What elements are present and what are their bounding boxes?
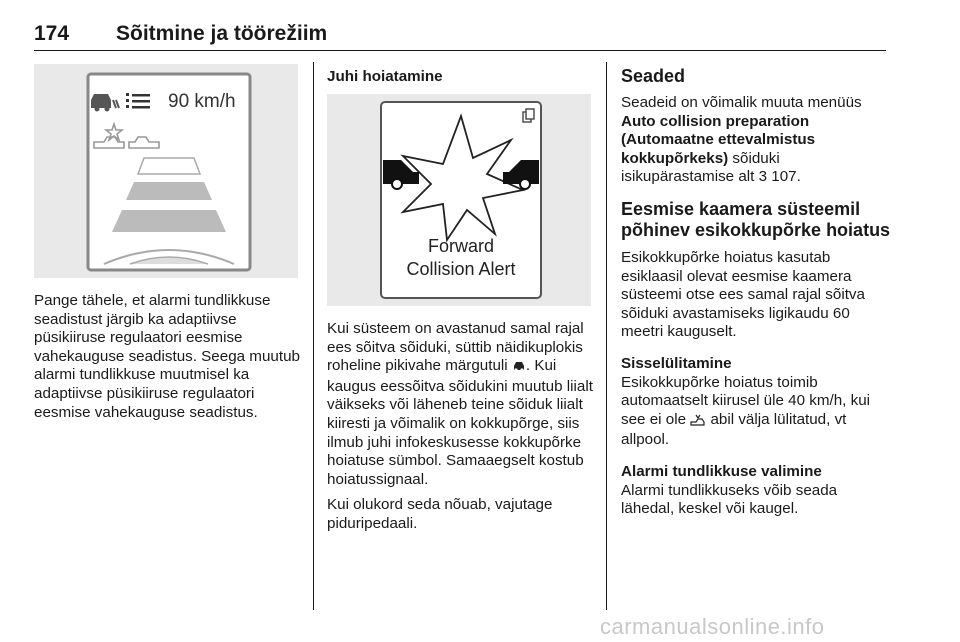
col1-paragraph: Pange tähele, et alarmi tundlikkuse seadistust järgib ka adaptiivse püsikiiruse regulaatori eesmise vahekauguse seadistus. Seega muutub alarmi tundlikkuse muutmisel ka adaptiivse püsikiiruse regulaatori eesmise vahekauguse seadistus. [34,292,300,421]
activation-subheading: Sisselülitamine [621,354,732,372]
column-3-text [621,66,891,519]
activation-paragraph [621,374,891,450]
col2-paragraph-2: Kui olukord seda nõuab, vajutage piduripedaali. [327,496,553,532]
settings-page-ref[interactable]: 107. [767,168,801,186]
column-2-heading-wrap [327,68,597,87]
settings-text-1: Seadeid on võimalik muuta menüüs [621,94,862,111]
collision-off-icon [690,413,706,432]
column-2-text [327,320,599,534]
settings-paragraph [621,94,891,187]
col2-p1-text: Kui süsteem on avastanud samal rajal ees sõitva sõiduki, süttib näidikuplokis roheline pikivahe märgutuli [327,320,584,375]
camera-system-paragraph: Esikokkupõrke hoiatus kasutab esiklaasil olevat eesmise kaamera süsteemi otse ees samal rajal sõitva sõiduki avastamiseks ligikaudu 60 meetri kauguselt. [621,248,865,341]
alert-line-1: Forward [427,236,495,256]
activation-text-1: Esikokkupõrke hoiatus toimib automaatselt kiirusel üle 40 km/h, kui see ei ole [621,373,871,428]
header-rule [34,50,886,51]
activation-text-2: abil välja lülitatud, vt allpool. [621,410,847,449]
section-title: Sõitmine ja töörežiim [116,22,328,45]
page-ref-arrow-icon: 3 [758,168,768,186]
settings-menu-path: Auto collision preparation (Automaatne ettevalmistus kokkupõrkeks) [621,112,816,167]
settings-heading: Seaded [621,66,686,86]
page-number: 174 [34,22,70,45]
alert-line-2: Collision Alert [406,259,516,279]
distance-display-figure [34,64,298,278]
settings-text-2: sõiduki isikupärastamise alt [621,149,780,186]
speed-readout: 90 km/h [168,91,236,112]
column-divider-2 [606,62,607,610]
watermark: carmanualsonline.info [600,614,825,639]
col2-paragraph-1 [327,320,599,489]
camera-system-heading: Eesmise kaamera süsteemil põhinev esikokkupõrke hoiatus [621,198,891,240]
page-header [34,22,886,48]
car-indicator-icon [512,359,526,378]
sensitivity-subheading: Alarmi tundlikkuse valimine [621,462,822,480]
forward-collision-alert-figure [327,94,591,306]
column-1-text [34,292,304,422]
sensitivity-paragraph: Alarmi tundlikkuseks võib seada lähedal, keskel või kaugel. [621,481,838,518]
driver-warning-heading: Juhi hoiatamine [327,68,443,85]
col2-p1-text-cont: . Kui kaugus eessõitva sõidukini muutub liialt väikseks või läheneb teine sõiduk liialt kiiresti ja võimalik on kokkupõrge, siis ilmub juhi infokeskusesse kokkupõrke hoiatuse sümbol. Samaaegselt kostub hoiatussignaal. [327,357,593,488]
column-divider-1 [313,62,314,610]
